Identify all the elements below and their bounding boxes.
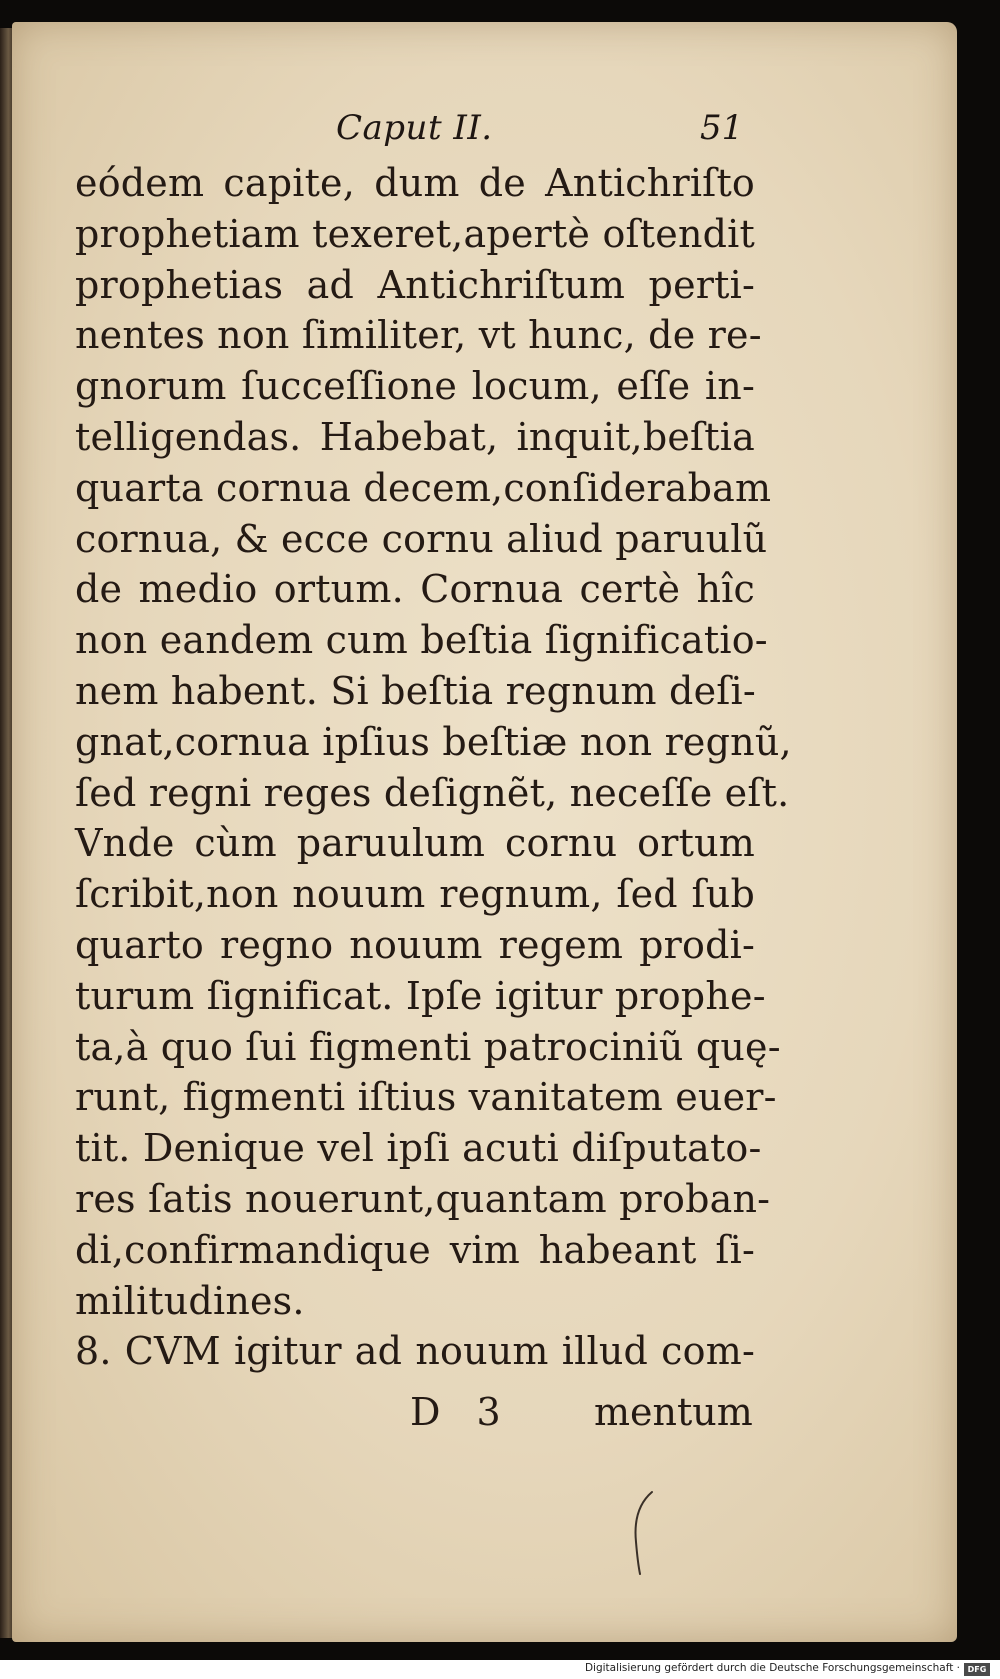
text-line: ſed regni reges deſignẽt, neceſſe eſt. (75, 770, 790, 815)
text-line: Vnde cùm paruulum cornu ortum (75, 821, 755, 866)
text-line: telligendas. Habebat, inquit,beſtia (75, 414, 755, 459)
text-line: prophetias ad Antichriſtum perti- (75, 262, 755, 307)
page-footer (0, 1390, 1000, 1440)
text-line: quarto regno nouum regem prodi- (75, 922, 755, 967)
text-line: di,confirmandique vim habeant ſi- (75, 1227, 755, 1272)
attribution-text: Digitalisierung gefördert durch die Deutsche Forschungsgemeinschaft · (584, 1662, 960, 1674)
text-line: gnorum ſucceſſione locum, eſſe in- (75, 364, 755, 409)
text-line: ta,à quo ſui figmenti patrociniũ quę- (75, 1024, 781, 1069)
text-line: non eandem cum beſtia ſignificatio- (75, 618, 768, 663)
body-text (75, 158, 792, 1377)
page-number: 51 (700, 108, 744, 148)
catchword: mentum (594, 1390, 753, 1434)
page-header (0, 108, 1000, 158)
text-line: tit. Denique vel ipſi acuti diſputato- (75, 1126, 762, 1171)
dfg-logo: DFG (964, 1663, 990, 1676)
text-line: prophetiam texeret,apertè oſtendit (75, 211, 755, 256)
text-line: cornua, & ecce cornu aliud paruulũ (75, 516, 768, 561)
text-line: ſcribit,non nouum regnum, ſed ſub (75, 872, 755, 917)
signature-mark: D 3 (410, 1390, 513, 1434)
text-line: runt, figmenti iſtius vanitatem euer- (75, 1075, 777, 1120)
text-line: eódem capite, dum de Antichriſto (75, 161, 755, 205)
text-line: gnat,cornua ipſius beſtiæ non regnũ, (75, 719, 792, 764)
text-line: de medio ortum. Cornua certè hîc (75, 567, 755, 612)
text-line: quarta cornua decem,conſiderabam (75, 465, 772, 510)
attribution-bar (0, 1660, 1000, 1679)
pencil-bracket-mark (628, 1488, 658, 1578)
section-start-line: 8. CVM igitur ad nouum illud com- (75, 1329, 755, 1374)
text-line: militudines. (75, 1278, 305, 1323)
text-line: nem habent. Si beſtia regnum deſi- (75, 668, 756, 713)
text-line: nentes non ſimiliter, vt hunc, de re- (75, 313, 762, 358)
text-line: res ſatis nouerunt,quantam proban- (75, 1176, 771, 1221)
text-line: turum ſignificat. Ipſe igitur prophe- (75, 973, 766, 1018)
running-head: Caput II. (336, 108, 493, 148)
